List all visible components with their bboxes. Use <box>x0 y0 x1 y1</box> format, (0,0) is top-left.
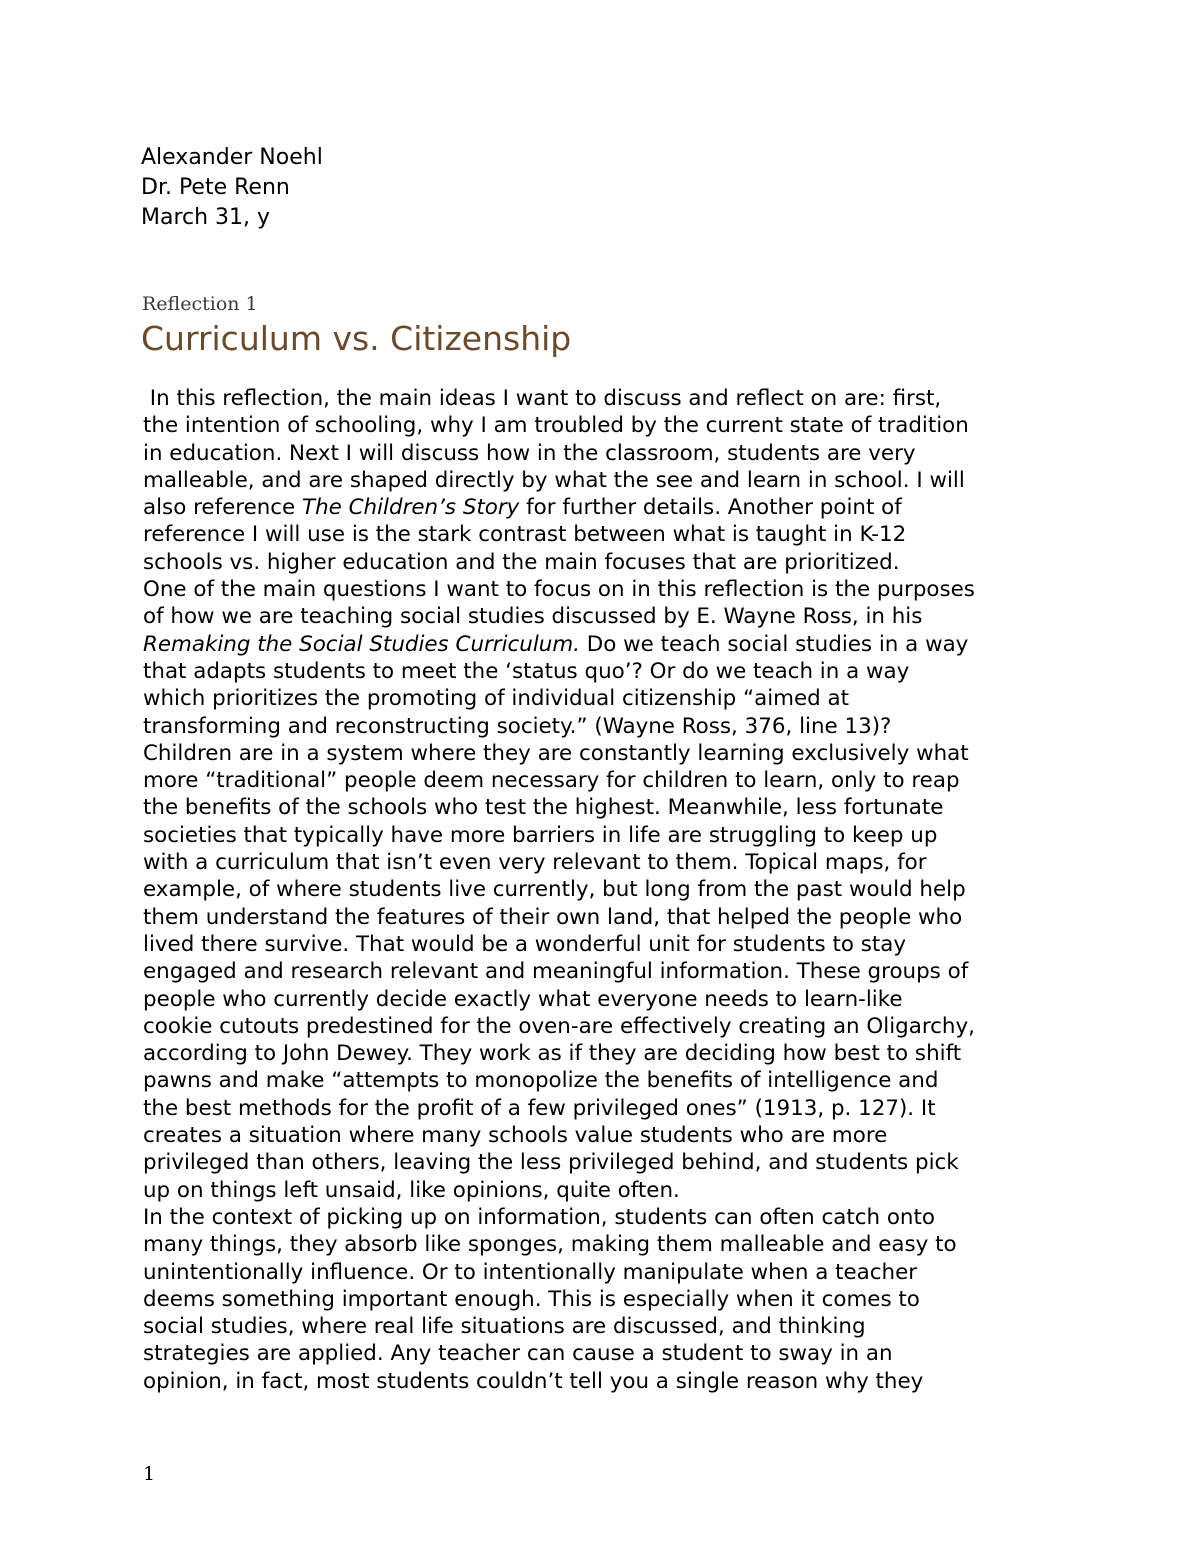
body-line <box>143 740 1073 767</box>
body-line <box>143 876 1073 903</box>
document-title: Curriculum vs. Citizenship <box>141 319 572 358</box>
body-line <box>143 986 1073 1013</box>
document-header <box>141 143 323 233</box>
body-line <box>143 1013 1073 1040</box>
text-run: that adapts students to meet the ‘status quo’? Or do we teach in a way <box>143 658 910 684</box>
text-run: opinion, in fact, most students couldn’t tell you a single reason why they <box>143 1368 924 1394</box>
instructor-name: Dr. Pete Renn <box>141 175 290 200</box>
body-line <box>143 549 1073 576</box>
text-run: Do we teach social studies in a way <box>579 631 969 657</box>
body-line <box>143 440 1073 467</box>
body-line <box>143 958 1073 985</box>
text-run: which prioritizes the promoting of individual citizenship “aimed at <box>143 686 850 712</box>
body-line <box>143 1095 1073 1122</box>
body-line <box>143 1340 1073 1367</box>
text-run: also reference <box>143 495 303 521</box>
text-run: unintentionally influence. Or to intentionally manipulate when a teacher <box>143 1259 918 1285</box>
body-line <box>143 1313 1073 1340</box>
page-number: 1 <box>143 1463 156 1485</box>
body-line <box>143 1231 1073 1258</box>
text-run: for further details. Another point of <box>519 495 902 521</box>
text-run: malleable, and are shaped directly by what the see and learn in school. I will <box>143 467 965 493</box>
text-run: Children are in a system where they are constantly learning exclusively what <box>143 740 969 766</box>
body-line <box>143 685 1073 712</box>
text-run: the best methods for the profit of a few privileged ones” (1913, p. 127). It <box>143 1095 936 1121</box>
author-name: Alexander Noehl <box>141 145 323 170</box>
text-run: example, of where students live currently, but long from the past would help <box>143 877 966 903</box>
text-run: them understand the features of their own land, that helped the people who <box>143 904 963 930</box>
text-run: according to John Dewey. They work as if they are deciding how best to shift <box>143 1041 962 1067</box>
text-run: lived there survive. That would be a wonderful unit for students to stay <box>143 931 907 957</box>
text-run: One of the main questions I want to focus on in this reflection is the purposes <box>143 577 975 603</box>
text-run: pawns and make “attempts to monopolize the benefits of intelligence and <box>143 1068 939 1094</box>
body-line <box>143 1204 1073 1231</box>
body-line <box>143 794 1073 821</box>
body-line <box>143 467 1073 494</box>
body-line <box>143 1286 1073 1313</box>
italic-text: Remaking the Social Studies Curriculum. <box>143 631 580 657</box>
body-line <box>143 767 1073 794</box>
text-run: up on things left unsaid, like opinions, quite often. <box>143 1177 680 1203</box>
text-run: strategies are applied. Any teacher can cause a student to sway in an <box>143 1341 893 1367</box>
italic-text: The Children’s Story <box>302 495 520 521</box>
text-run: in education. Next I will discuss how in the classroom, students are very <box>143 440 916 466</box>
text-run: of how we are teaching social studies discussed by E. Wayne Ross, in his <box>143 604 923 630</box>
body-line <box>143 1149 1073 1176</box>
body-line <box>143 412 1073 439</box>
text-run: societies that typically have more barriers in life are struggling to keep up <box>143 822 938 848</box>
text-run: reference I will use is the stark contrast between what is taught in K-12 <box>143 522 907 548</box>
text-run: social studies, where real life situations are discussed, and thinking <box>143 1314 866 1340</box>
text-run: creates a situation where many schools value students who are more <box>143 1123 888 1149</box>
body-line <box>143 1177 1073 1204</box>
text-run: engaged and research relevant and meaningful information. These groups of <box>143 959 969 985</box>
body-line <box>143 521 1073 548</box>
body-line <box>143 385 1073 412</box>
text-run: the intention of schooling, why I am troubled by the current state of tradition <box>143 413 969 439</box>
text-run: schools vs. higher education and the main focuses that are prioritized. <box>143 549 900 575</box>
body-line <box>143 849 1073 876</box>
body-line <box>143 1259 1073 1286</box>
body-line <box>143 603 1073 630</box>
body-text <box>143 385 1073 1395</box>
body-line <box>143 494 1073 521</box>
text-run: people who currently decide exactly what everyone needs to learn-like <box>143 986 903 1012</box>
body-line <box>143 631 1073 658</box>
body-line <box>143 713 1073 740</box>
text-run: the benefits of the schools who test the highest. Meanwhile, less fortunate <box>143 795 944 821</box>
text-run: with a curriculum that isn’t even very relevant to them. Topical maps, for <box>143 850 927 876</box>
text-run: In this reflection, the main ideas I want to discuss and reflect on are: first, <box>143 386 942 411</box>
section-label: Reflection 1 <box>142 293 258 315</box>
text-run: more “traditional” people deem necessary for children to learn, only to reap <box>143 768 960 794</box>
body-line <box>143 822 1073 849</box>
body-line <box>143 931 1073 958</box>
body-line <box>143 658 1073 685</box>
text-run: cookie cutouts predestined for the oven-are effectively creating an Oligarchy, <box>143 1013 975 1039</box>
body-line <box>143 1067 1073 1094</box>
text-run: In the context of picking up on information, students can often catch onto <box>143 1204 935 1230</box>
text-run: deems something important enough. This is especially when it comes to <box>143 1286 920 1312</box>
text-run: privileged than others, leaving the less privileged behind, and students pick <box>143 1150 959 1176</box>
document-date: March 31, y <box>141 205 271 230</box>
body-line <box>143 1368 1073 1395</box>
body-line <box>143 576 1073 603</box>
body-line <box>143 1040 1073 1067</box>
body-line <box>143 904 1073 931</box>
text-run: transforming and reconstructing society.” (Wayne Ross, 376, line 13)? <box>143 713 892 739</box>
text-run: many things, they absorb like sponges, making them malleable and easy to <box>143 1232 957 1258</box>
body-line <box>143 1122 1073 1149</box>
